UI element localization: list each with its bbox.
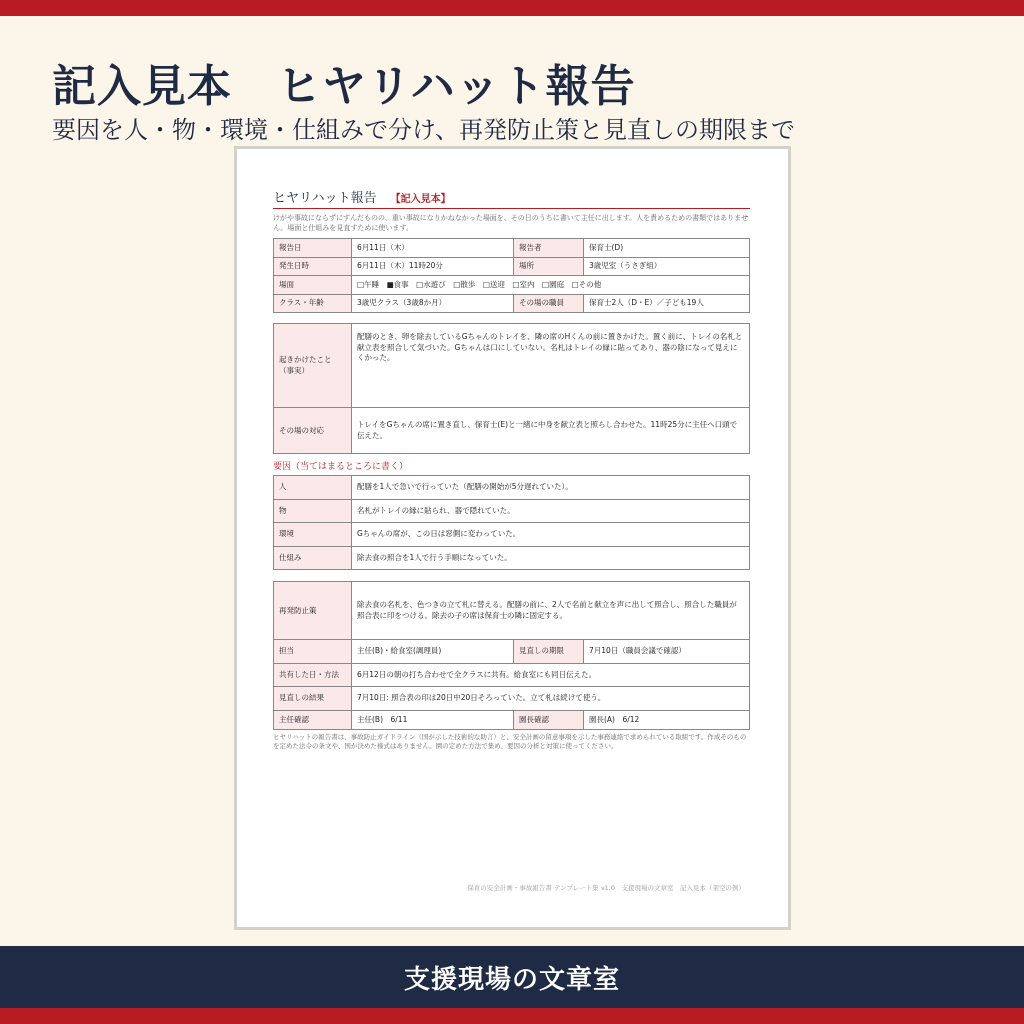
result-value: 7月10日: 照合表の印は20日中20日そろっていた。立て札は続けて使う。: [352, 687, 750, 711]
occurred-label: 発生日時: [274, 257, 352, 276]
table-row: [274, 499, 750, 523]
director-check-label: 園長確認: [514, 710, 584, 729]
document-preview: [234, 146, 791, 930]
table-row: [274, 276, 750, 295]
factor-text: Gちゃんの席が、この日は窓側に変わっていた。: [352, 523, 750, 547]
brand-bar: [0, 946, 1024, 1008]
factors-heading: 要因（当てはまるところに書く）: [273, 462, 409, 473]
report-date-value: 6月11日（木）: [352, 239, 514, 258]
class-label: クラス・年齢: [274, 294, 352, 313]
factor-text: 配膳を1人で急いで行っていた（配膳の開始が5分遅れていた）。: [352, 476, 750, 500]
factor-text: 名札がトレイの縁に貼られ、器で隠れていた。: [352, 499, 750, 523]
shared-value: 6月12日の朝の打ち合わせで全クラスに共有。給食室にも同日伝えた。: [352, 663, 750, 687]
form-title: [273, 187, 750, 209]
bottom-accent-bar: [0, 1008, 1024, 1024]
prevention-label: 再発防止策: [274, 582, 352, 640]
page-footer: 保育の安全計画・事故報告書 テンプレート集 v1.0 支援現場の文章室 記入見本（架空の例）: [467, 884, 745, 892]
reporter-label: 報告者: [514, 239, 584, 258]
table-row: [274, 523, 750, 547]
event-text: 配膳のとき、卵を除去しているGちゃんのトレイを、隣の席のHくんの前に置きかけた。置く前に、トレイの名札と献立表を照合して気づいた。Gちゃんは口にしていない。名札はトレイの縁に貼ってあり、器の陰になって見えにくかった。: [352, 324, 750, 408]
owner-label: 担当: [274, 640, 352, 664]
table-row: [274, 239, 750, 258]
table-row: [274, 582, 750, 640]
place-label: 場所: [514, 257, 584, 276]
chief-check-label: 主任確認: [274, 710, 352, 729]
document-page: [237, 149, 788, 927]
event-table: [273, 323, 750, 454]
sample-badge: 【記入見本】: [390, 194, 451, 205]
top-accent-bar: [0, 0, 1024, 16]
brand-name: 支援現場の文章室: [403, 964, 620, 995]
class-value: 3歳児クラス（3歳8か月）: [352, 294, 514, 313]
reporter-value: 保育士(D): [584, 239, 750, 258]
report-date-label: 報告日: [274, 239, 352, 258]
page-title: 記入見本 ヒヤリハット報告: [52, 61, 636, 112]
table-row: [274, 324, 750, 408]
table-row: [274, 257, 750, 276]
occurred-value: 6月11日（木）11時20分: [352, 257, 514, 276]
table-row: [274, 663, 750, 687]
form-note: ヒヤリハットの報告書は、事故防止ガイドライン（国が示した技術的な助言）と、安全計画の留意事項を示した事務連絡で求められている取組です。作成そのものを定めた法令の条文や、国が決めた様式はありません。園の定めた方法で集め、要因の分析と対策に使ってください。: [273, 732, 747, 751]
chief-check-value: 主任(B) 6/11: [352, 710, 514, 729]
factor-text: 除去食の照合を1人で行う手順になっていた。: [352, 546, 750, 570]
scene-label: 場面: [274, 276, 352, 295]
page-subtitle: 要因を人・物・環境・仕組みで分け、再発防止策と見直しの期限まで: [52, 116, 796, 144]
factors-table: [273, 475, 750, 570]
table-row: [274, 710, 750, 729]
prevention-table: [273, 581, 750, 730]
deadline-value: 7月10日（職員会議で確認）: [584, 640, 750, 664]
prevention-text: 除去食の名札を、色つきの立て札に替える。配膳の前に、2人で名前と献立を声に出して照合し、照合した職員が照合表に印をつける。除去の子の席は保育士の隣に固定する。: [352, 582, 750, 640]
shared-label: 共有した日・方法: [274, 663, 352, 687]
result-label: 見直しの結果: [274, 687, 352, 711]
factor-label: 仕組み: [274, 546, 352, 570]
table-row: [274, 546, 750, 570]
place-value: 3歳児室（うさぎ組）: [584, 257, 750, 276]
form-intro: けがや事故にならずにすんだものの、重い事故になりかねなかった場面を、その日のうちに書いて主任に出します。人を責めるための書類ではありません。場面と仕組みを見直すために使います。: [273, 214, 749, 233]
table-row: [274, 408, 750, 454]
factor-label: 環境: [274, 523, 352, 547]
staff-value: 保育士2人（D・E）／子ども19人: [584, 294, 750, 313]
basic-info-table: [273, 238, 750, 313]
response-label: その場の対応: [274, 408, 352, 454]
table-row: [274, 294, 750, 313]
table-row: [274, 640, 750, 664]
table-row: [274, 476, 750, 500]
response-text: トレイをGちゃんの席に置き直し、保育士(E)と一緒に中身を献立表と照らし合わせた。11時25分に主任へ口頭で伝えた。: [352, 408, 750, 454]
table-row: [274, 687, 750, 711]
report-form: [273, 187, 750, 752]
owner-value: 主任(B)・給食室(調理員): [352, 640, 514, 664]
factor-label: 物: [274, 499, 352, 523]
scene-checkboxes: □午睡 ■食事 □水遊び □散歩 □送迎 □室内 □園庭 □その他: [352, 276, 750, 295]
event-label: 起きかけたこと（事実）: [274, 324, 352, 408]
director-check-value: 園長(A) 6/12: [584, 710, 750, 729]
deadline-label: 見直しの期限: [514, 640, 584, 664]
factor-label: 人: [274, 476, 352, 500]
form-title-text: ヒヤリハット報告: [273, 191, 377, 206]
staff-label: その場の職員: [514, 294, 584, 313]
